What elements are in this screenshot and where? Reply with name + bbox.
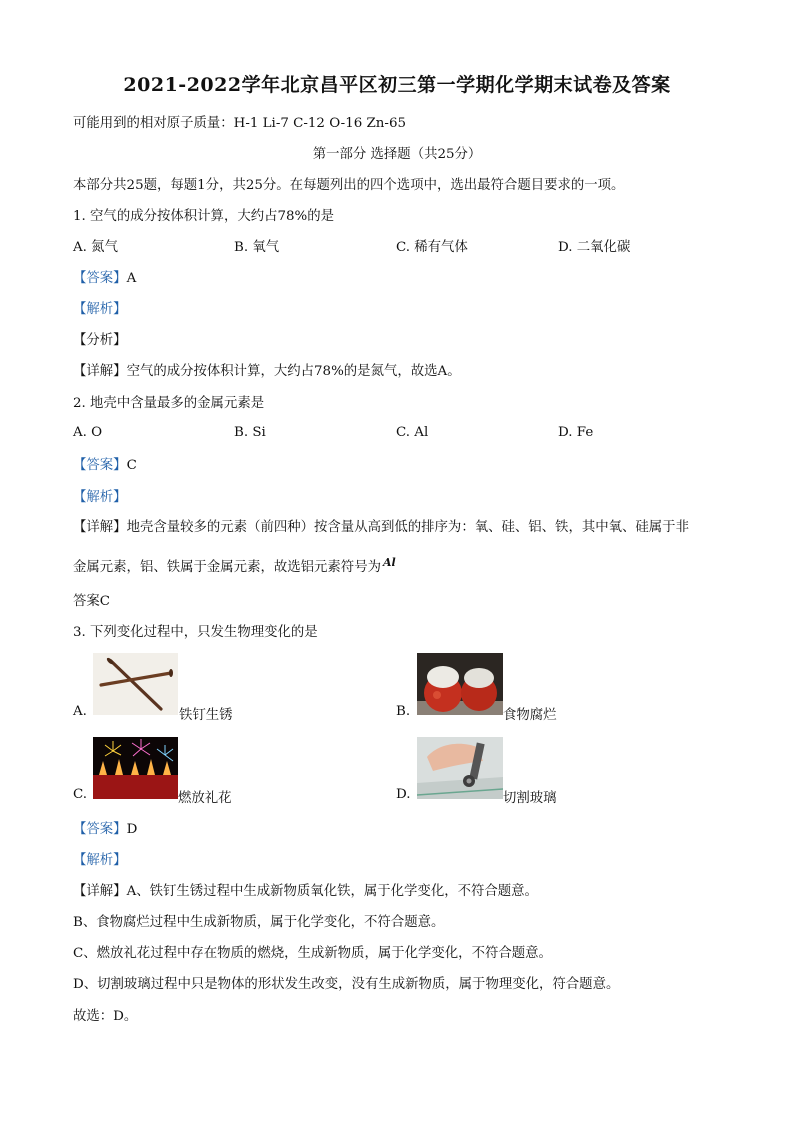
q3-detail-c: C、燃放礼花过程中存在物质的燃烧，生成新物质，属于化学变化，不符合题意。 [73, 946, 552, 961]
section-intro: 本部分共25题，每题1分，共25分。在每题列出的四个选项中，选出最符合题目要求的一项。 [73, 178, 625, 193]
q3-option-a-label: 铁钉生锈 [179, 708, 233, 723]
q1-stem: 1. 空气的成分按体积计算，大约占78%的是 [73, 209, 335, 224]
q3-option-c-letter: C. [73, 787, 88, 802]
q2-option-a: A. O [73, 425, 103, 440]
q1-option-b: B. 氧气 [234, 240, 280, 255]
q1-answer-value: A [126, 271, 137, 286]
detail-tag: 【详解】 [73, 364, 127, 379]
fireworks-image [93, 737, 178, 799]
q2-stem: 2. 地壳中含量最多的金属元素是 [73, 396, 265, 411]
q3-answer [73, 818, 137, 837]
q2-analysis-tag: 【解析】 [73, 490, 127, 505]
section-title: 第一部分 选择题（共25分） [312, 147, 482, 162]
detail-tag: 【详解】 [73, 520, 127, 535]
detail-tag: 【详解】 [73, 884, 127, 899]
q3-option-d-letter: D. [396, 787, 411, 802]
q2-option-d: D. Fe [558, 425, 594, 440]
q3-option-c-label: 燃放礼花 [178, 791, 232, 806]
q3-detail-a [73, 880, 538, 899]
answer-tag: 【答案】 [73, 458, 127, 473]
rusty-nails-image [93, 653, 178, 715]
q1-detail [73, 360, 461, 379]
glass-cutting-image [417, 737, 503, 799]
q1-fenxi-tag: 【分析】 [73, 333, 127, 348]
q3-answer-value: D [126, 822, 138, 837]
q2-option-b: B. Si [234, 425, 266, 440]
page-title: 2021-2022学年北京昌平区初三第一学期化学期末试卷及答案 [123, 74, 671, 96]
q2-detail-line1 [73, 516, 689, 535]
q2-detail-text1: 地壳含量较多的元素（前四种）按含量从高到低的排序为：氧、硅、铝、铁，其中氧、硅属于非 [126, 520, 689, 535]
q2-symbol: Al [382, 556, 396, 569]
q3-detail-b: B、食物腐烂过程中生成新物质，属于化学变化，不符合题意。 [73, 915, 445, 930]
q2-answer-value: C [126, 458, 137, 473]
q1-answer [73, 267, 136, 286]
q2-answer-plain: 答案C [73, 594, 111, 609]
q3-conclusion: 故选：D。 [73, 1009, 138, 1024]
q1-detail-text: 空气的成分按体积计算，大约占78%的是氮气，故选A。 [126, 364, 461, 379]
q3-option-a-letter: A. [73, 704, 87, 719]
q1-analysis-tag: 【解析】 [73, 302, 127, 317]
answer-tag: 【答案】 [73, 822, 127, 837]
q3-option-b-letter: B. [396, 704, 411, 719]
q2-option-c: C. Al [396, 425, 429, 440]
q3-stem: 3. 下列变化过程中，只发生物理变化的是 [73, 625, 318, 640]
q1-option-d: D. 二氧化碳 [558, 240, 631, 255]
atomic-masses: 可能用到的相对原子质量：H-1 Li-7 C-12 O-16 Zn-65 [73, 116, 406, 131]
q3-option-b-label: 食物腐烂 [503, 708, 557, 723]
q2-detail-line2 [73, 556, 396, 575]
q3-detail-a-text: A、铁钉生锈过程中生成新物质氧化铁，属于化学变化，不符合题意。 [126, 884, 538, 899]
q3-detail-d: D、切割玻璃过程中只是物体的形状发生改变，没有生成新物质，属于物理变化，符合题意。 [73, 977, 620, 992]
q1-option-a: A. 氮气 [73, 240, 118, 255]
q2-detail-text2: 金属元素，铝、铁属于金属元素，故选铝元素符号为 [73, 560, 381, 575]
q2-answer [73, 454, 137, 473]
q1-option-c: C. 稀有气体 [396, 240, 468, 255]
q3-option-d-label: 切割玻璃 [503, 791, 557, 806]
answer-tag: 【答案】 [73, 271, 127, 286]
q3-analysis-tag: 【解析】 [73, 853, 127, 868]
rotten-tomatoes-image [417, 653, 503, 715]
